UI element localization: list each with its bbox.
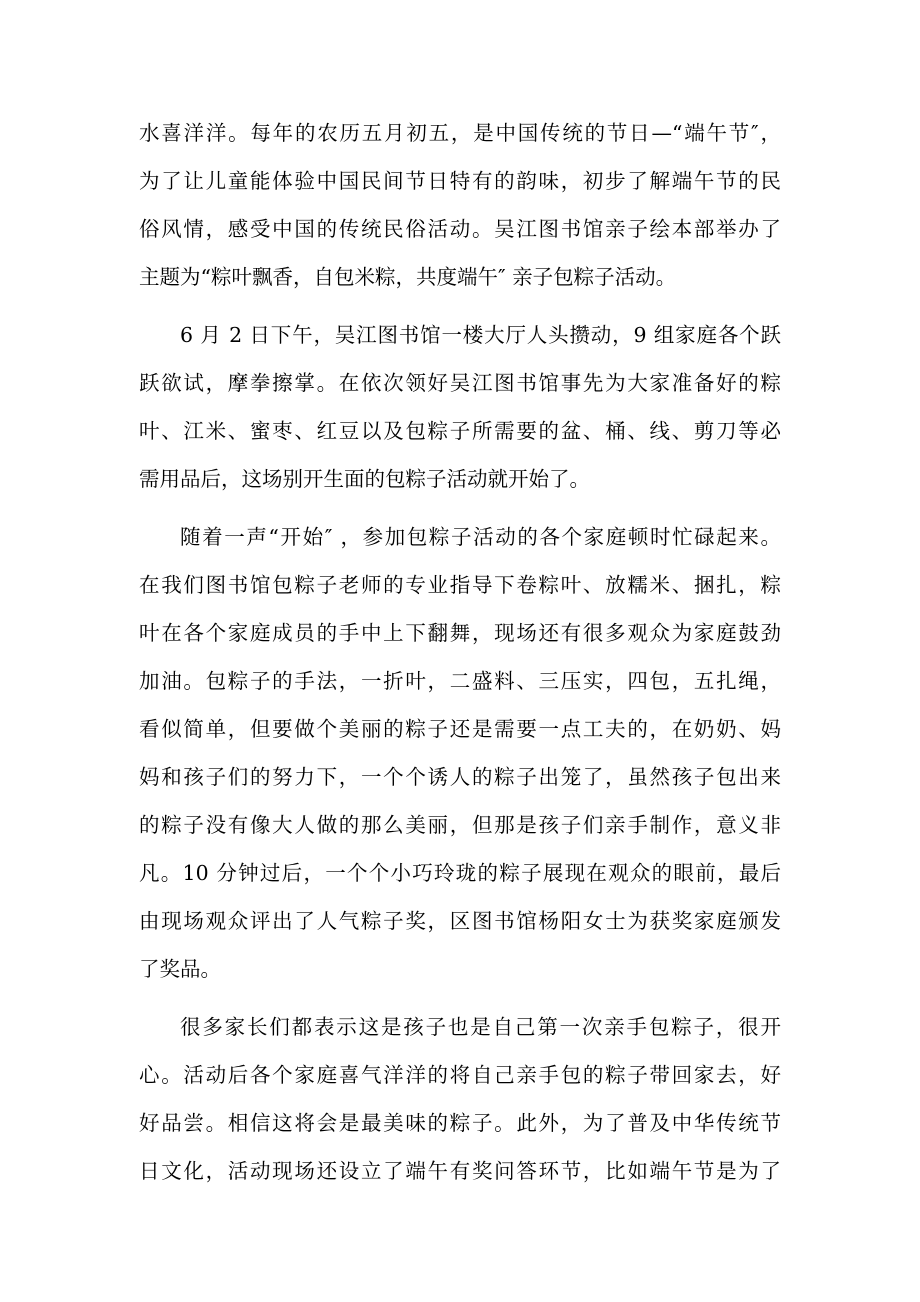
- paragraph-line: 水喜洋洋。每年的农历五月初五，是中国传统的节日—“端午节″，: [139, 121, 781, 145]
- paragraph-line: 在我们图书馆包粽子老师的专业指导下卷粽叶、放糯米、捆扎，粽: [139, 573, 781, 597]
- paragraph-1: [139, 109, 781, 301]
- paragraph-line: 的粽子没有像大人做的那么美丽，但那是孩子们亲手制作，意义非: [139, 813, 781, 837]
- paragraph-gap: [139, 993, 781, 1003]
- paragraph-line: 由现场观众评出了人气粽子奖，区图书馆杨阳女士为获奖家庭颁发: [139, 909, 781, 933]
- paragraph-line: 叶、江米、蜜枣、红豆以及包粽子所需要的盆、桶、线、剪刀等必: [139, 419, 781, 443]
- paragraph-line: 需用品后，这场别开生面的包粽子活动就开始了。: [139, 467, 590, 491]
- paragraph-line: 心。活动后各个家庭喜气洋洋的将自己亲手包的粽子带回家去，好: [139, 1063, 781, 1087]
- paragraph-line: 日文化，活动现场还设立了端午有奖问答环节，比如端午节是为了: [139, 1159, 781, 1183]
- paragraph-line: 叶在各个家庭成员的手中上下翻舞，现场还有很多观众为家庭鼓劲: [139, 621, 781, 645]
- paragraph-line: 随着一声“开始″ ，参加包粽子活动的各个家庭顿时忙碌起来。: [180, 525, 781, 549]
- paragraph-3: [139, 513, 781, 993]
- paragraph-line: 了奖品。: [139, 957, 221, 981]
- paragraph-gap: [139, 301, 781, 311]
- paragraph-line: 好品尝。相信这将会是最美味的粽子。此外，为了普及中华传统节: [139, 1111, 781, 1135]
- paragraph-4: [139, 1003, 781, 1195]
- paragraph-line: 6 月 2 日下午，吴江图书馆一楼大厅人头攒动，9 组家庭各个跃: [180, 323, 781, 347]
- paragraph-2: [139, 311, 781, 503]
- paragraph-line: 妈和孩子们的努力下，一个个诱人的粽子出笼了，虽然孩子包出来: [139, 765, 781, 789]
- paragraph-gap: [139, 503, 781, 513]
- paragraph-line: 俗风情，感受中国的传统民俗活动。吴江图书馆亲子绘本部举办了: [139, 217, 781, 241]
- paragraph-line: 很多家长们都表示这是孩子也是自己第一次亲手包粽子，很开: [180, 1015, 781, 1039]
- paragraph-line: 看似简单，但要做个美丽的粽子还是需要一点工夫的，在奶奶、妈: [139, 717, 781, 741]
- paragraph-line: 凡。10 分钟过后，一个个小巧玲珑的粽子展现在观众的眼前，最后: [139, 861, 781, 885]
- paragraph-line: 加油。包粽子的手法，一折叶，二盛料、三压实，四包，五扎绳，: [139, 669, 781, 693]
- paragraph-line: 跃欲试，摩拳擦掌。在依次领好吴江图书馆事先为大家准备好的粽: [139, 371, 781, 395]
- paragraph-line: 主题为“粽叶飘香，自包米粽，共度端午″ 亲子包粽子活动。: [139, 265, 677, 289]
- paragraph-line: 为了让儿童能体验中国民间节日特有的韵味，初步了解端午节的民: [139, 169, 781, 193]
- document-body: [139, 109, 781, 1195]
